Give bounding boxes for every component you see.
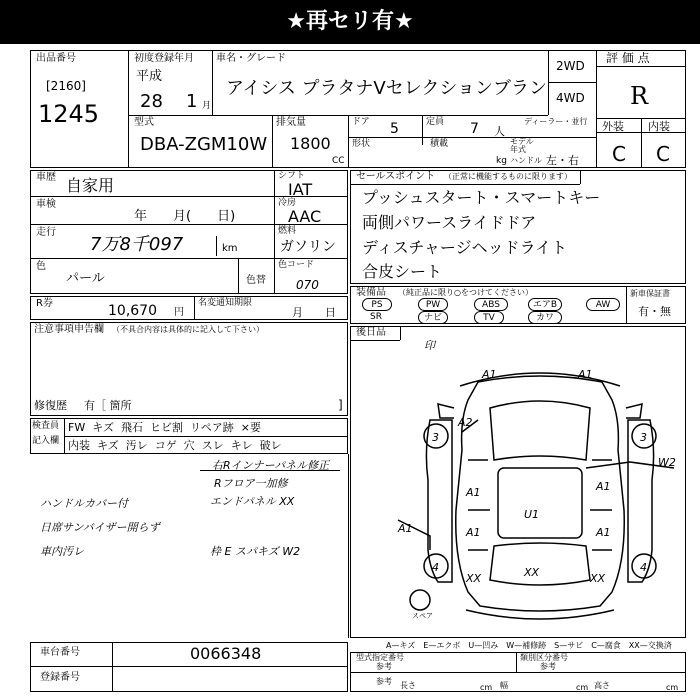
sales-sub: （正常に機能するものに限ります） [444,172,572,181]
color-no-label: 色替 [246,275,266,286]
int-grade: C [656,142,670,166]
equip-navi: ナビ [418,311,448,324]
mark-u1-roof: U1 [524,508,540,521]
insp-i-hole: 穴 [183,439,195,452]
type-label: 型式指定番号 [356,653,404,662]
lot-label: 出品番号 [36,53,76,64]
era: 平成 [136,69,163,84]
sales-item-3: ディスチャージヘッドライト [362,238,568,257]
insp-i-kizu: キズ [97,439,119,452]
length-ref: 参考 [376,677,392,686]
color-code-label: 色コード [278,260,315,270]
capacity-unit: 人 [494,125,505,138]
mark-a1-front-left: A1 [482,368,497,381]
class-ref: 参考 [540,662,556,671]
sales-item-4: 合皮シート [362,262,443,281]
inspector-row-2 [68,440,282,451]
month-unit: 月 [202,101,212,111]
mark-4-left: 4 [432,561,439,574]
height-label: 高さ [594,681,610,690]
recycle-label: R券 [36,298,53,309]
note-line-1: 右Rインナーパネル修正 [212,459,330,472]
inspector-row-1 [68,422,261,433]
reg-label: 初度登録年月 [134,53,194,64]
mark-a1-left-rear: A1 [466,526,481,539]
new-car-label: 新車保証書 [630,289,670,298]
shift: IAT [288,180,313,199]
equip-pw: PW [418,298,448,311]
name-change-unit: 月 日 [292,306,336,319]
spare-label: スペア [412,612,433,620]
notes-label: 注意事項申告欄 [34,324,104,335]
note-line-4: ハンドルカバー付 [40,497,128,510]
reg-year: 28 [140,91,163,112]
mark-xx-left: XX [466,572,482,585]
insp-i-wear: スレ [201,439,224,452]
history-label: 車歴 [36,172,56,183]
notes-sub: （不具合内容は具体的に記入して下さい） [112,325,264,334]
model-label: 型式 [134,117,154,128]
equip-ps: PS [362,298,392,311]
width-cm: cm [576,683,589,692]
insp-i-tear: 破レ [259,439,282,452]
fuel: ガソリン [280,239,336,255]
displacement: 1800 [290,134,331,153]
rear-label: 後日品 [356,327,386,338]
lot-number: 1245 [38,100,100,128]
frame-label: 車台番号 [40,647,80,658]
sales-label: セールスポイント [356,171,436,182]
mark-w2: W2 [658,456,676,469]
equip-sr: SR [370,312,382,322]
equipment-label: 装備品 [356,287,386,298]
history: 自家用 [66,176,115,195]
reg-number-label: 登録番号 [40,672,80,683]
int-label: 内装 [648,120,670,133]
score-label: 評 価 点 [606,51,650,65]
capacity-label: 定員 [426,117,445,127]
repair-label: 修復歴 [34,399,67,412]
model: DBA-ZGM10W [140,134,268,155]
notes-box [30,322,348,416]
resale-banner: ★再セリ有★ [0,0,700,44]
frame-number: 0066348 [190,644,262,663]
equip-aw: AW [586,298,620,311]
mark-4-right: 4 [640,561,647,574]
mark-3-left: 3 [432,431,439,444]
insp-i-burn: コゲ [154,439,177,452]
repair-value: 有［ 箇所 [84,399,132,412]
type-ref: 参考 [376,662,392,671]
insp-i-dirt: 汚レ [125,439,148,452]
note-line-7: 枠 E スパキズ W2 [210,545,301,558]
mark-a1-side: A1 [398,522,413,535]
sales-item-2: 両側パワースライドドア [362,213,537,232]
door-label: ドア [352,117,370,127]
insp-i-cut: キレ [230,439,253,452]
model-year-label: モデル年式 [510,137,534,154]
seal-mark: 印 [424,339,435,352]
ext-label: 外装 [602,120,624,133]
note-line-3: エンドパネル XX [210,495,295,508]
height-cm: cm [666,683,679,692]
mark-a2: A2 [458,416,473,429]
disp-unit: CC [332,156,345,166]
inspection-ym: 年 月( 日) [134,209,236,224]
width-label: 幅 [500,681,508,690]
insp-fw: FW [68,421,86,434]
recycle: 10,670 [108,303,157,319]
score: R [630,82,649,110]
inspector-label-1: 検査員 [32,421,60,431]
car-diagram [390,360,690,622]
equipment-sub: （純正品に限り○をつけてください） [398,288,533,297]
load-unit: kg [496,156,507,166]
inspector-label-2: 記入欄 [32,436,60,446]
handle-value: 左・右 [546,154,579,167]
insp-need: ×要 [240,421,261,434]
reg-month: 1 [186,91,198,112]
length-label: 長さ [400,681,416,690]
dealer-label: ディーラー・並行 [524,117,588,126]
note-line-2: Rフロア一加修 [214,477,288,490]
sales-item-1: プッシュスタート・スマートキー [362,188,601,207]
car-name: アイシス プラタナVセレクションブラン [226,78,547,99]
mark-a1-right-rear: A1 [596,526,611,539]
mark-3-right: 3 [640,431,647,444]
length-cm: cm [480,683,493,692]
insp-hibi: ヒビ割 [150,421,183,434]
capacity: 7 [470,121,479,137]
fuel-label: 燃料 [278,226,297,236]
class-label: 類別区分番号 [520,653,568,662]
new-car-value: 有・無 [638,305,671,318]
ac: AAC [288,207,322,226]
recycle-unit: 円 [174,307,184,318]
ext-grade: C [612,142,626,166]
note-line-5: 日席サンバイザー開らず [40,521,160,534]
lot-sub: [2160] [46,79,86,93]
mark-xx-right: XX [590,572,606,585]
shape-label: 形状 [352,139,371,149]
color-label: 色 [36,261,46,272]
disp-label: 排気量 [276,117,306,128]
color: パール [66,271,105,286]
handle-label: ハンドル [510,156,542,165]
load-label: 積載 [430,139,449,149]
drive-4wd: 4WD [556,91,585,105]
equip-tv: TV [474,311,504,324]
mark-a1-left-door: A1 [466,486,481,499]
insp-kizu: キズ [92,421,114,434]
ac-label: 冷房 [278,198,297,208]
mileage-unit: km [222,243,238,254]
legend: A—キズ E—エクボ U—凹み W—補修跡 S—サビ C—腐食 XX—交換済 [386,641,672,650]
doors: 5 [390,121,399,137]
shift-label: シフト [278,171,306,181]
drive-2wd: 2WD [556,59,585,73]
mark-a1-front-right: A1 [578,368,593,381]
mileage: 7万8千097 [90,234,184,255]
insp-interior: 内装 [68,439,90,452]
insp-tobiishi: 飛石 [121,421,143,434]
mark-a1-right-door: A1 [596,480,611,493]
insp-repair: リペア跡 [190,421,234,434]
name-label: 車名・グレード [216,53,286,64]
color-code: 070 [296,278,319,292]
equip-abs: ABS [474,298,508,311]
inspection-label: 車検 [36,199,56,210]
name-change-label: 名変通知期限 [198,298,253,308]
mark-xx-rear: XX [524,566,540,579]
equip-leather: カワ [528,311,562,324]
equip-airbag: エアB [528,298,562,311]
note-line-6: 車内汚レ [40,545,84,558]
mileage-label: 走行 [36,227,56,238]
